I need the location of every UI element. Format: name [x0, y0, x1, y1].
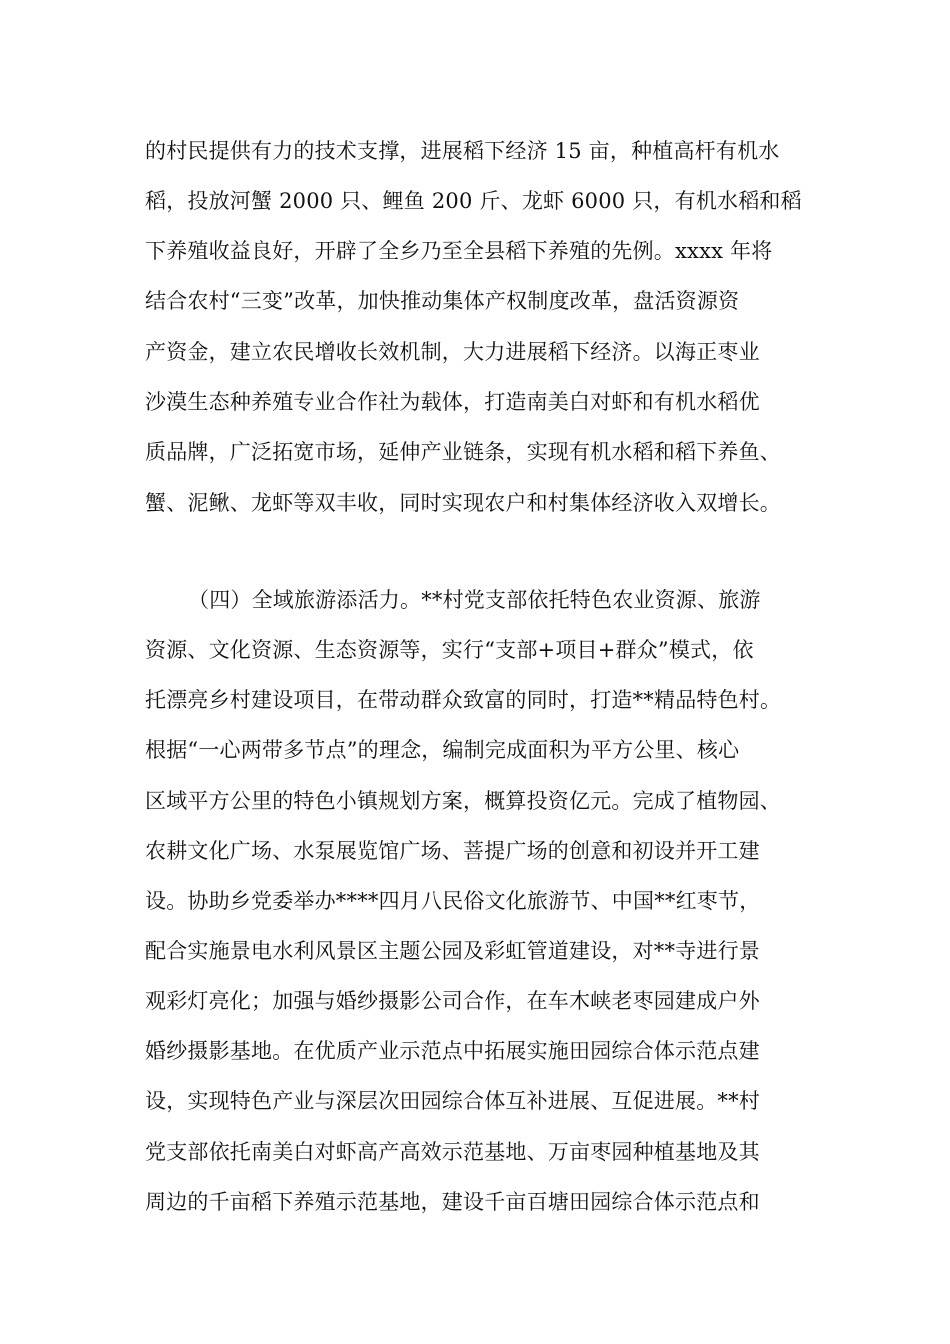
text-line: 的村民提供有力的技术支撑，进展稻下经济 15 亩，种植高杆有机水 — [145, 139, 780, 163]
text-line: 区域平方公里的特色小镇规划方案，概算投资亿元。完成了植物园、 — [145, 789, 781, 813]
text-line: 沙漠生态种养殖专业合作社为载体，打造南美白对虾和有机水稻优 — [145, 390, 760, 414]
text-line: 托漂亮乡村建设项目，在带动群众致富的同时，打造**精品特色村。 — [145, 688, 782, 712]
text-line: 婚纱摄影基地。在优质产业示范点中拓展实施田园综合体示范点建 — [145, 1039, 760, 1063]
text-line: 结合农村“三变”改革，加快推动集体产权制度改革，盘活资源资 — [145, 289, 740, 313]
text-line: 设。协助乡党委举办****四月八民俗文化旅游节、中国**红枣节， — [145, 889, 761, 913]
text-line: 配合实施景电水利风景区主题公园及彩虹管道建设，对**寺进行景 — [145, 939, 760, 963]
text-line: 根据“一心两带多节点”的理念，编制完成面积为平方公里、核心 — [145, 738, 740, 762]
text-line: 下养殖收益良好，开辟了全乡乃至全县稻下养殖的先例。xxxx 年将 — [145, 239, 773, 263]
text-line: 观彩灯亮化；加强与婚纱摄影公司合作，在车木峡老枣园建成户外 — [145, 989, 760, 1013]
text-line: 质品牌，广泛拓宽市场，延伸产业链条，实现有机水稻和稻下养鱼、 — [145, 440, 781, 464]
text-line: 党支部依托南美白对虾高产高效示范基地、万亩枣园种植基地及其 — [145, 1140, 760, 1164]
text-line: 稻，投放河蟹 2000 只、鲤鱼 200 斤、龙虾 6000 只，有机水稻和稻 — [145, 189, 802, 213]
text-line: （四）全域旅游添活力。**村党支部依托特色农业资源、旅游 — [188, 588, 761, 612]
text-line: 周边的千亩稻下养殖示范基地，建设千亩百塘田园综合体示范点和 — [145, 1190, 760, 1214]
text-line: 设，实现特色产业与深层次田园综合体互补进展、互促进展。**村 — [145, 1089, 760, 1113]
text-line: 产资金，建立农民增收长效机制，大力进展稻下经济。以海正枣业 — [145, 340, 760, 364]
text-line: 农耕文化广场、水泵展览馆广场、菩提广场的创意和初设并开工建 — [145, 839, 760, 863]
text-line: 资源、文化资源、生态资源等，实行“支部+项目+群众”模式，依 — [145, 638, 754, 662]
text-line: 蟹、泥鳅、龙虾等双丰收，同时实现农户和村集体经济收入双增长。 — [145, 491, 781, 515]
